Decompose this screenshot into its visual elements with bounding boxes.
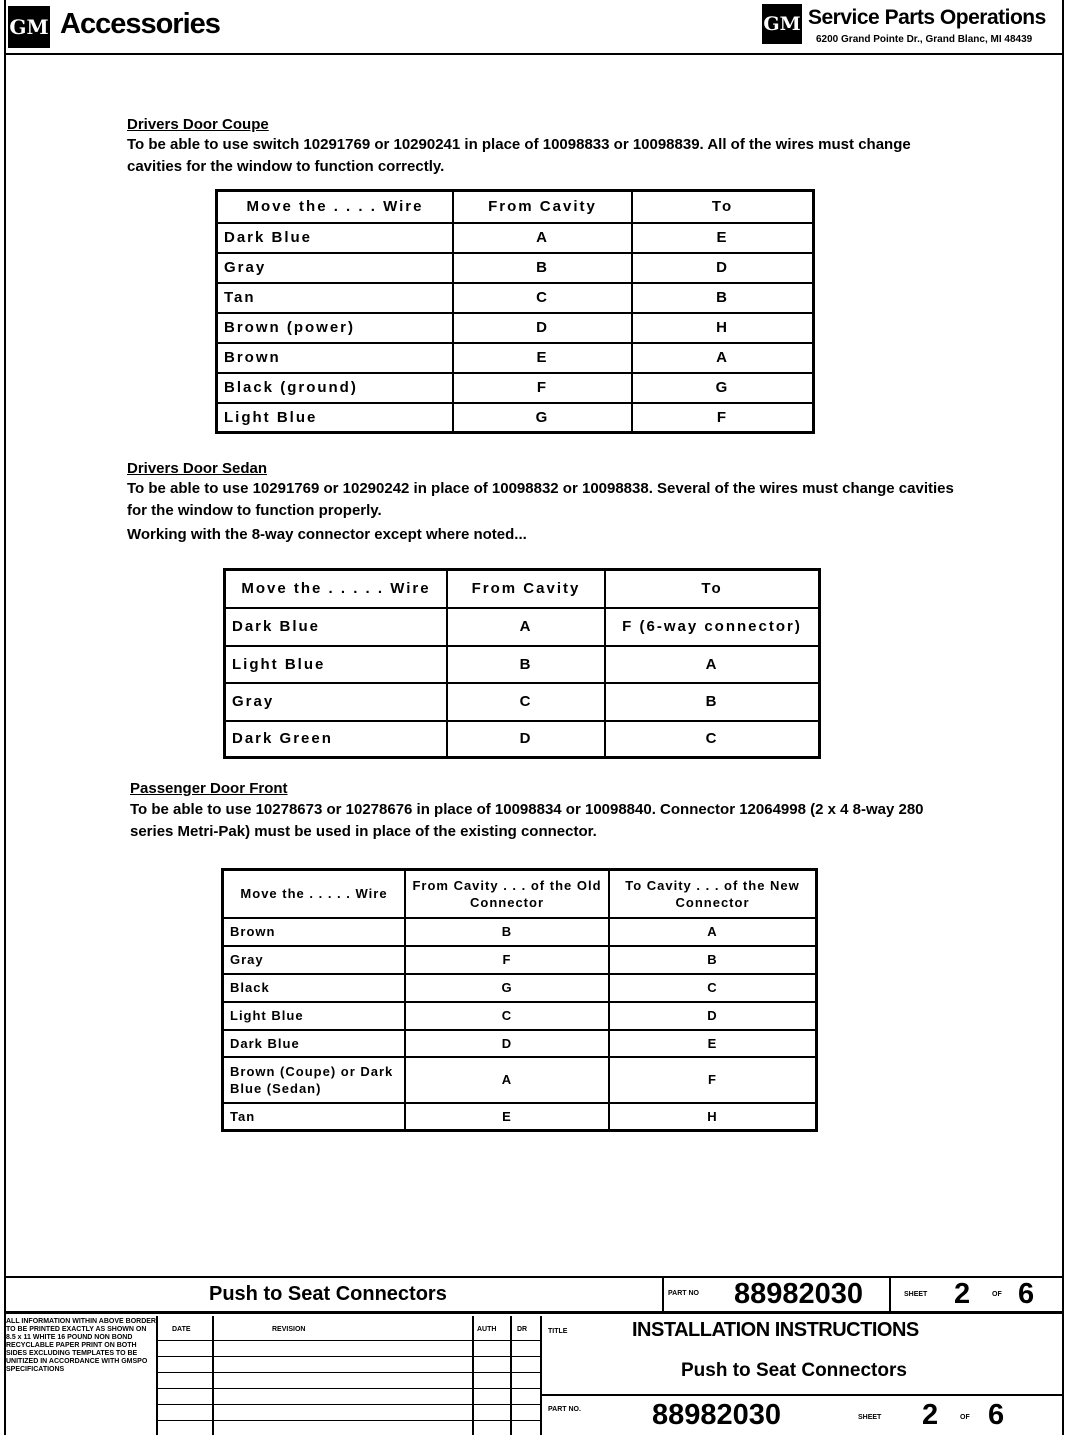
table-header: To Cavity . . . of the New Connector bbox=[609, 870, 817, 918]
divider bbox=[156, 1420, 542, 1421]
doc-title: INSTALLATION INSTRUCTIONS bbox=[632, 1319, 919, 1341]
divider bbox=[156, 1372, 542, 1373]
sheet-total: 6 bbox=[1018, 1278, 1035, 1310]
to-cell: C bbox=[605, 721, 820, 758]
from-cell: A bbox=[447, 608, 605, 646]
table-header: From Cavity . . . of the Old Connector bbox=[405, 870, 609, 918]
to-cell: B bbox=[632, 283, 814, 313]
wire-cell: Tan bbox=[223, 1103, 406, 1131]
footer-title-strip bbox=[4, 1276, 1064, 1314]
from-cell: F bbox=[405, 946, 609, 974]
from-cell: C bbox=[405, 1002, 609, 1030]
to-cell: D bbox=[632, 253, 814, 283]
part-number: 88982030 bbox=[734, 1278, 864, 1310]
wire-cell: Dark Blue bbox=[225, 608, 448, 646]
table-row bbox=[217, 373, 814, 403]
from-cell: G bbox=[453, 403, 632, 433]
table-row bbox=[217, 283, 814, 313]
gm-logo-right: GM bbox=[762, 4, 802, 44]
table-row bbox=[223, 1103, 817, 1131]
table-row bbox=[225, 683, 820, 721]
wire-cell: Dark Green bbox=[225, 721, 448, 758]
dr-label: DR bbox=[517, 1326, 528, 1333]
gm-logo-left: GM bbox=[8, 6, 50, 48]
table-header: To bbox=[605, 570, 820, 608]
sheet-label-2: SHEET bbox=[858, 1414, 882, 1421]
table-row bbox=[217, 253, 814, 283]
sheet-number: 2 bbox=[954, 1278, 971, 1310]
divider bbox=[212, 1316, 214, 1435]
title-label: TITLE bbox=[548, 1328, 568, 1335]
from-cell: A bbox=[405, 1057, 609, 1103]
divider bbox=[889, 1278, 891, 1314]
section-title-coupe: Drivers Door Coupe bbox=[127, 116, 269, 133]
section-body-coupe: To be able to use switch 10291769 or 10290241 in place of 10098833 or 10098839. All of the wires must change cavities for the window to function correctly. bbox=[127, 136, 911, 175]
table-row bbox=[217, 223, 814, 253]
of-label-2: OF bbox=[960, 1414, 970, 1421]
from-cell: G bbox=[405, 974, 609, 1002]
from-cell: F bbox=[453, 373, 632, 403]
part-number-2: 88982030 bbox=[652, 1399, 782, 1431]
to-cell: B bbox=[605, 683, 820, 721]
org-title: Service Parts Operations bbox=[808, 6, 1046, 29]
to-cell: C bbox=[609, 974, 817, 1002]
table-row bbox=[223, 1030, 817, 1057]
table-header: From Cavity bbox=[453, 191, 632, 223]
wire-cell: Gray bbox=[217, 253, 454, 283]
table-row bbox=[225, 608, 820, 646]
divider bbox=[156, 1356, 542, 1357]
table-row bbox=[217, 313, 814, 343]
to-cell: F bbox=[632, 403, 814, 433]
org-address: 6200 Grand Pointe Dr., Grand Blanc, MI 48439 bbox=[816, 34, 1033, 45]
divider bbox=[156, 1404, 542, 1405]
to-cell: E bbox=[632, 223, 814, 253]
to-cell: D bbox=[609, 1002, 817, 1030]
date-label: DATE bbox=[172, 1326, 191, 1333]
to-cell: B bbox=[609, 946, 817, 974]
wire-cell: Light Blue bbox=[225, 646, 448, 683]
table-row bbox=[223, 918, 817, 946]
to-cell: A bbox=[605, 646, 820, 683]
passenger-wire-table bbox=[221, 868, 818, 1132]
doc-subtitle: Push to Seat Connectors bbox=[681, 1360, 907, 1381]
from-cell: B bbox=[405, 918, 609, 946]
from-cell: D bbox=[453, 313, 632, 343]
table-header: Move the . . . . . Wire bbox=[223, 870, 406, 918]
to-cell: H bbox=[632, 313, 814, 343]
wire-cell: Gray bbox=[225, 683, 448, 721]
from-cell: C bbox=[447, 683, 605, 721]
divider bbox=[156, 1340, 542, 1341]
table-row bbox=[225, 646, 820, 683]
auth-label: AUTH bbox=[477, 1326, 497, 1333]
table-row bbox=[217, 343, 814, 373]
divider bbox=[540, 1394, 1064, 1396]
to-cell: G bbox=[632, 373, 814, 403]
revision-label: REVISION bbox=[272, 1326, 306, 1333]
from-cell: C bbox=[453, 283, 632, 313]
to-cell: A bbox=[632, 343, 814, 373]
wire-cell: Brown (power) bbox=[217, 313, 454, 343]
sheet-number-2: 2 bbox=[922, 1399, 939, 1431]
divider bbox=[156, 1316, 158, 1435]
to-cell: A bbox=[609, 918, 817, 946]
divider bbox=[510, 1316, 512, 1435]
footer-name: Push to Seat Connectors bbox=[209, 1283, 447, 1305]
from-cell: E bbox=[453, 343, 632, 373]
table-header: Move the . . . . Wire bbox=[217, 191, 454, 223]
to-cell: H bbox=[609, 1103, 817, 1131]
wire-cell: Tan bbox=[217, 283, 454, 313]
table-row bbox=[223, 1002, 817, 1030]
brand-title: Accessories bbox=[60, 8, 220, 40]
to-cell: F (6-way connector) bbox=[605, 608, 820, 646]
wire-cell: Dark Blue bbox=[223, 1030, 406, 1057]
section-body-passenger: To be able to use 10278673 or 10278676 in place of 10098834 or 10098840. Connector 12064998 (2 x 4 8-way 280 series Metri-Pak) must be used in place of the existing connector. bbox=[130, 801, 924, 840]
table-header: To bbox=[632, 191, 814, 223]
print-instructions: ALL INFORMATION WITHIN ABOVE BORDER TO BE PRINTED EXACTLY AS SHOWN ON 8.5 x 11 WHITE 16 POUND NON BOND RECYCLABLE PAPER PRINT ON BOTH SIDES EXCLUDING TEMPLATES TO BE UNITIZED IN ACCORDANCE WITH GMSPO SPECIFICATIONS bbox=[6, 1318, 156, 1373]
wire-cell: Black bbox=[223, 974, 406, 1002]
divider bbox=[156, 1388, 542, 1389]
section-title-sedan: Drivers Door Sedan bbox=[127, 460, 268, 477]
coupe-wire-table bbox=[215, 189, 815, 434]
from-cell: D bbox=[447, 721, 605, 758]
table-row bbox=[217, 403, 814, 433]
table-row bbox=[223, 946, 817, 974]
wire-cell: Brown (Coupe) or Dark Blue (Sedan) bbox=[223, 1057, 406, 1103]
table-header: From Cavity bbox=[447, 570, 605, 608]
table-row bbox=[225, 721, 820, 758]
wire-cell: Brown bbox=[217, 343, 454, 373]
wire-cell: Black (ground) bbox=[217, 373, 454, 403]
section-body-sedan: To be able to use 10291769 or 10290242 in place of 10098832 or 10098838. Several of the wires must change cavities for the window to function properly. bbox=[127, 480, 954, 519]
divider bbox=[540, 1316, 542, 1435]
part-no-label: PART NO bbox=[668, 1290, 699, 1297]
from-cell: B bbox=[453, 253, 632, 283]
wire-cell: Dark Blue bbox=[217, 223, 454, 253]
sheet-total-2: 6 bbox=[988, 1399, 1005, 1431]
from-cell: A bbox=[453, 223, 632, 253]
table-header: Move the . . . . . Wire bbox=[225, 570, 448, 608]
header-rule bbox=[4, 53, 1064, 55]
of-label: OF bbox=[992, 1291, 1002, 1298]
from-cell: D bbox=[405, 1030, 609, 1057]
sedan-wire-table bbox=[223, 568, 821, 759]
to-cell: F bbox=[609, 1057, 817, 1103]
to-cell: E bbox=[609, 1030, 817, 1057]
wire-cell: Brown bbox=[223, 918, 406, 946]
table-row bbox=[223, 1057, 817, 1103]
wire-cell: Gray bbox=[223, 946, 406, 974]
divider bbox=[472, 1316, 474, 1435]
divider bbox=[662, 1278, 664, 1314]
from-cell: B bbox=[447, 646, 605, 683]
wire-cell: Light Blue bbox=[223, 1002, 406, 1030]
table-row bbox=[223, 974, 817, 1002]
sheet-label: SHEET bbox=[904, 1291, 928, 1298]
wire-cell: Light Blue bbox=[217, 403, 454, 433]
part-no-label-2: PART NO. bbox=[548, 1406, 581, 1413]
section-title-passenger: Passenger Door Front bbox=[130, 780, 288, 797]
from-cell: E bbox=[405, 1103, 609, 1131]
section-note-sedan: Working with the 8-way connector except where noted... bbox=[127, 526, 527, 543]
